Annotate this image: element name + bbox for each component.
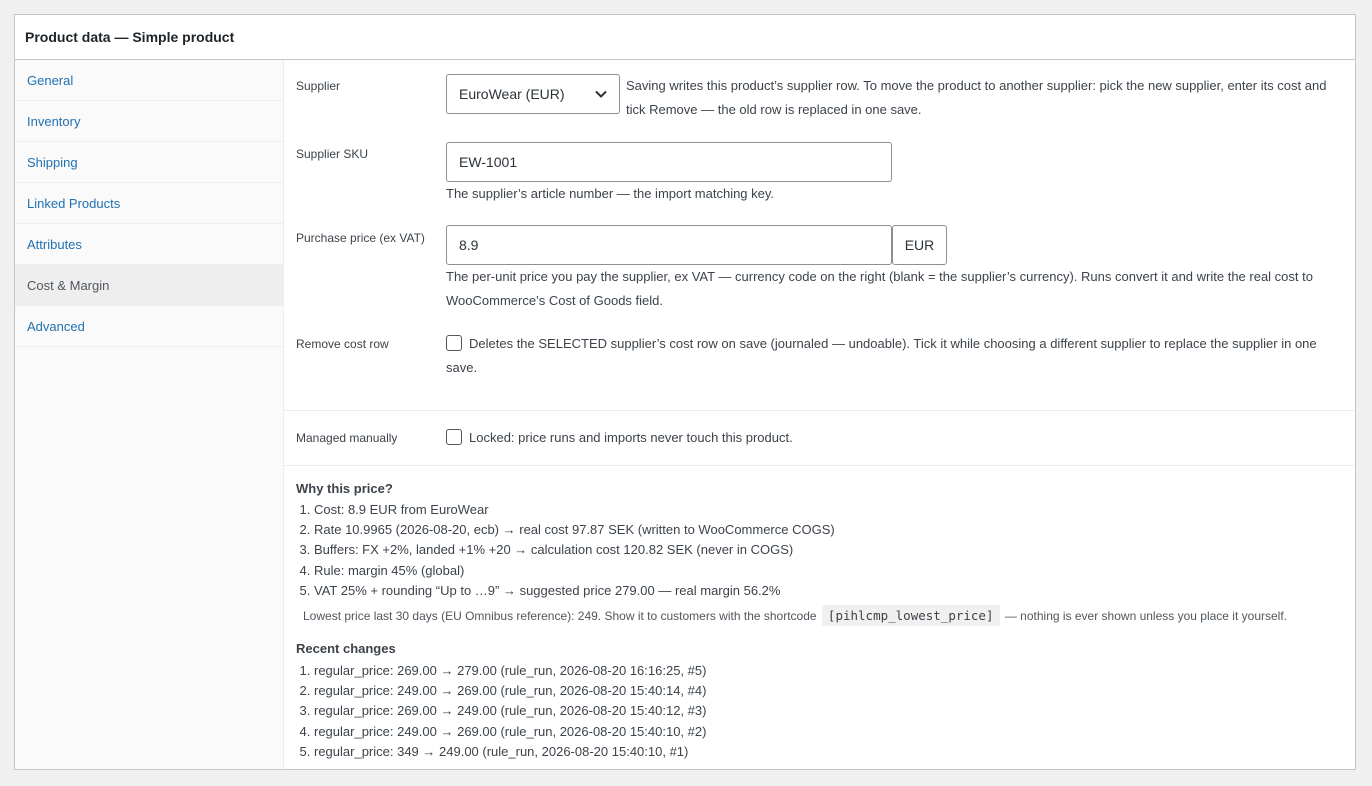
sku-help: The supplier’s article number — the import matching key. bbox=[446, 186, 775, 201]
omnibus-note bbox=[296, 606, 1343, 626]
manual-label: Managed manually bbox=[296, 431, 398, 445]
tab-attributes[interactable]: Attributes bbox=[15, 224, 283, 265]
tab-advanced[interactable]: Advanced bbox=[15, 306, 283, 347]
why-section bbox=[296, 479, 1343, 762]
tab-general[interactable]: General bbox=[15, 60, 283, 101]
supplier-select-value: EuroWear (EUR) bbox=[459, 86, 565, 102]
list-item: 3. Buffers: FX +2%, landed +1% +20 → calculation cost 120.82 SEK (never in COGS) bbox=[314, 540, 1343, 560]
remove-text: Deletes the SELECTED supplier’s cost row on save (journaled — undoable). Tick it while choosing a different supplier to replace the supplier in one save. bbox=[446, 336, 1317, 375]
remove-checkbox[interactable] bbox=[446, 335, 462, 351]
recent-list bbox=[296, 661, 1343, 762]
list-item: 3. regular_price: 269.00 → 249.00 (rule_run, 2026-08-20 15:40:12, #3) bbox=[314, 701, 1343, 721]
product-data-tabs bbox=[15, 60, 284, 769]
supplier-control bbox=[446, 74, 1343, 122]
list-item: 5. VAT 25% + rounding “Up to …9” → suggested price 279.00 — real margin 56.2% bbox=[314, 581, 1343, 601]
list-item: 5. regular_price: 349 → 249.00 (rule_run, 2026-08-20 15:40:10, #1) bbox=[314, 742, 1343, 762]
sku-label: Supplier SKU bbox=[296, 147, 369, 161]
remove-control bbox=[446, 332, 1343, 380]
supplier-select[interactable] bbox=[446, 74, 620, 114]
list-item: 2. Rate 10.9965 (2026-08-20, ecb) → real cost 97.87 SEK (written to WooCommerce COGS) bbox=[314, 520, 1343, 540]
list-item: 4. regular_price: 249.00 → 269.00 (rule_run, 2026-08-20 15:40:10, #2) bbox=[314, 722, 1343, 742]
cost-margin-panel bbox=[284, 60, 1355, 769]
price-label: Purchase price (ex VAT) bbox=[296, 231, 425, 245]
divider bbox=[284, 465, 1355, 466]
chevron-down-icon bbox=[595, 90, 607, 98]
shortcode: [pihlcmp_lowest_price] bbox=[822, 605, 1000, 626]
currency-input[interactable]: EUR bbox=[892, 225, 947, 265]
divider bbox=[284, 410, 1355, 411]
tab-cost-margin[interactable]: Cost & Margin bbox=[15, 265, 283, 306]
recent-title: Recent changes bbox=[296, 641, 396, 657]
list-item: 4. Rule: margin 45% (global) bbox=[314, 561, 1343, 581]
manual-text: Locked: price runs and imports never touch this product. bbox=[469, 430, 793, 445]
omnibus-text-after: — nothing is ever shown unless you place it yourself. bbox=[1004, 609, 1287, 624]
supplier-label: Supplier bbox=[296, 79, 341, 93]
panel-title: Product data — Simple product bbox=[15, 15, 1355, 60]
sku-control bbox=[446, 142, 1343, 206]
omnibus-text: Lowest price last 30 days (EU Omnibus reference): 249. Show it to customers with the shortcode bbox=[303, 609, 817, 624]
list-item: 1. Cost: 8.9 EUR from EuroWear bbox=[314, 500, 1343, 520]
remove-label: Remove cost row bbox=[296, 337, 389, 351]
manual-control bbox=[446, 426, 1343, 450]
product-data-panel bbox=[14, 14, 1356, 770]
sku-input[interactable]: EW-1001 bbox=[446, 142, 892, 182]
manual-checkbox[interactable] bbox=[446, 429, 462, 445]
list-item: 2. regular_price: 249.00 → 269.00 (rule_run, 2026-08-20 15:40:14, #4) bbox=[314, 681, 1343, 701]
tab-inventory[interactable]: Inventory bbox=[15, 101, 283, 142]
list-item: 1. regular_price: 269.00 → 279.00 (rule_run, 2026-08-20 16:16:25, #5) bbox=[314, 661, 1343, 681]
price-control bbox=[446, 225, 1343, 313]
price-input[interactable]: 8.9 bbox=[446, 225, 892, 265]
price-help: The per-unit price you pay the supplier, ex VAT — currency code on the right (blank = the supplier’s currency). Runs convert it and write the real cost to WooCommerce’s Cost of Goods field. bbox=[446, 269, 1313, 308]
why-steps bbox=[296, 500, 1343, 601]
tab-linked-products[interactable]: Linked Products bbox=[15, 183, 283, 224]
tab-shipping[interactable]: Shipping bbox=[15, 142, 283, 183]
why-title: Why this price? bbox=[296, 481, 393, 496]
supplier-help: Saving writes this product’s supplier row. To move the product to another supplier: pick the new supplier, enter its cost and tick Remove — the old row is replaced in one save. bbox=[626, 78, 1327, 117]
